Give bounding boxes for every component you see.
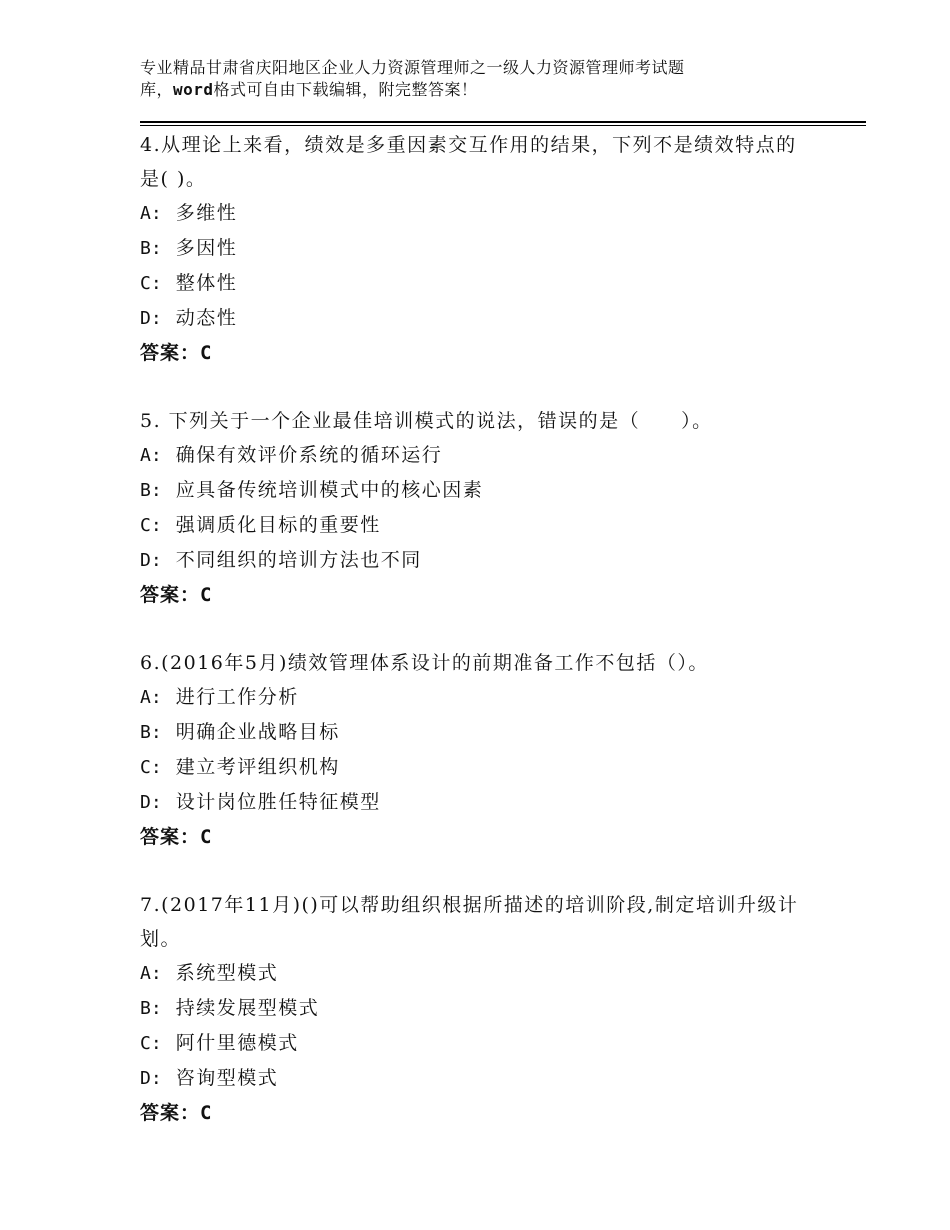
document-header: [140, 57, 780, 101]
answer-value: C: [200, 584, 213, 606]
option-text: 阿什里德模式: [175, 1032, 299, 1054]
option-letter: B:: [140, 480, 162, 501]
option-letter: A:: [140, 963, 162, 984]
header-line-2-bold: word: [173, 80, 214, 99]
answer-label: 答案：: [140, 584, 201, 606]
option-text: 设计岗位胜任特征模型: [175, 791, 381, 813]
header-divider-thin: [140, 125, 866, 126]
option-letter: C:: [140, 273, 162, 294]
answer-value: C: [200, 1102, 213, 1124]
option-text: 强调质化目标的重要性: [175, 514, 381, 536]
option-letter: D:: [140, 792, 162, 813]
option-text: 确保有效评价系统的循环运行: [175, 444, 443, 466]
question-list: [140, 128, 820, 1130]
option-text: 应具备传统培训模式中的核心因素: [175, 479, 484, 501]
question-text: 7.(2017年11月)()可以帮助组织根据所描述的培训阶段,制定培训升级计划。: [140, 894, 799, 950]
option-text: 建立考评组织机构: [175, 756, 340, 778]
option-b: [140, 715, 820, 750]
answer-line: [140, 336, 820, 370]
option-letter: A:: [140, 445, 162, 466]
option-text: 多因性: [175, 237, 238, 259]
option-d: [140, 785, 820, 820]
answer-label: 答案：: [140, 826, 201, 848]
option-text: 动态性: [175, 307, 238, 329]
option-letter: C:: [140, 515, 162, 536]
option-a: [140, 438, 820, 473]
option-a: [140, 956, 820, 991]
question-7: [140, 888, 820, 1130]
option-text: 咨询型模式: [175, 1067, 279, 1089]
header-line-2-suffix: 格式可自由下载编辑，附完整答案！: [213, 80, 478, 99]
answer-value: C: [200, 342, 213, 364]
option-b: [140, 991, 820, 1026]
option-a: [140, 680, 820, 715]
option-text: 整体性: [175, 272, 238, 294]
option-text: 不同组织的培训方法也不同: [175, 549, 422, 571]
question-4: [140, 128, 820, 370]
option-letter: B:: [140, 722, 162, 743]
option-c: [140, 1026, 820, 1061]
question-5: [140, 404, 820, 612]
option-letter: B:: [140, 238, 162, 259]
option-letter: A:: [140, 203, 162, 224]
option-d: [140, 301, 820, 336]
option-letter: C:: [140, 757, 162, 778]
answer-line: [140, 820, 820, 854]
option-letter: A:: [140, 687, 162, 708]
option-text: 明确企业战略目标: [175, 721, 340, 743]
option-text: 多维性: [175, 202, 238, 224]
option-letter: C:: [140, 1033, 162, 1054]
header-divider-thick: [140, 121, 866, 123]
option-letter: D:: [140, 308, 162, 329]
option-text: 系统型模式: [175, 962, 279, 984]
question-text: 4.从理论上来看，绩效是多重因素交互作用的结果，下列不是绩效特点的是( )。: [140, 134, 797, 190]
option-c: [140, 266, 820, 301]
answer-label: 答案：: [140, 342, 201, 364]
option-d: [140, 1061, 820, 1096]
option-d: [140, 543, 820, 578]
question-text: 5. 下列关于一个企业最佳培训模式的说法，错误的是（ ）。: [140, 410, 713, 432]
header-line-2: [140, 79, 780, 101]
answer-line: [140, 1096, 820, 1130]
option-b: [140, 231, 820, 266]
question-text: 6.(2016年5月)绩效管理体系设计的前期准备工作不包括（）。: [140, 652, 709, 674]
answer-label: 答案：: [140, 1102, 201, 1124]
option-text: 持续发展型模式: [175, 997, 320, 1019]
header-line-2-prefix: 库，: [140, 80, 174, 99]
option-b: [140, 473, 820, 508]
answer-value: C: [200, 826, 213, 848]
option-a: [140, 196, 820, 231]
option-text: 进行工作分析: [175, 686, 299, 708]
header-line-1: 专业精品甘肃省庆阳地区企业人力资源管理师之一级人力资源管理师考试题: [140, 58, 685, 77]
option-c: [140, 750, 820, 785]
answer-line: [140, 578, 820, 612]
option-letter: D:: [140, 550, 162, 571]
option-letter: B:: [140, 998, 162, 1019]
option-letter: D:: [140, 1068, 162, 1089]
option-c: [140, 508, 820, 543]
question-6: [140, 646, 820, 854]
